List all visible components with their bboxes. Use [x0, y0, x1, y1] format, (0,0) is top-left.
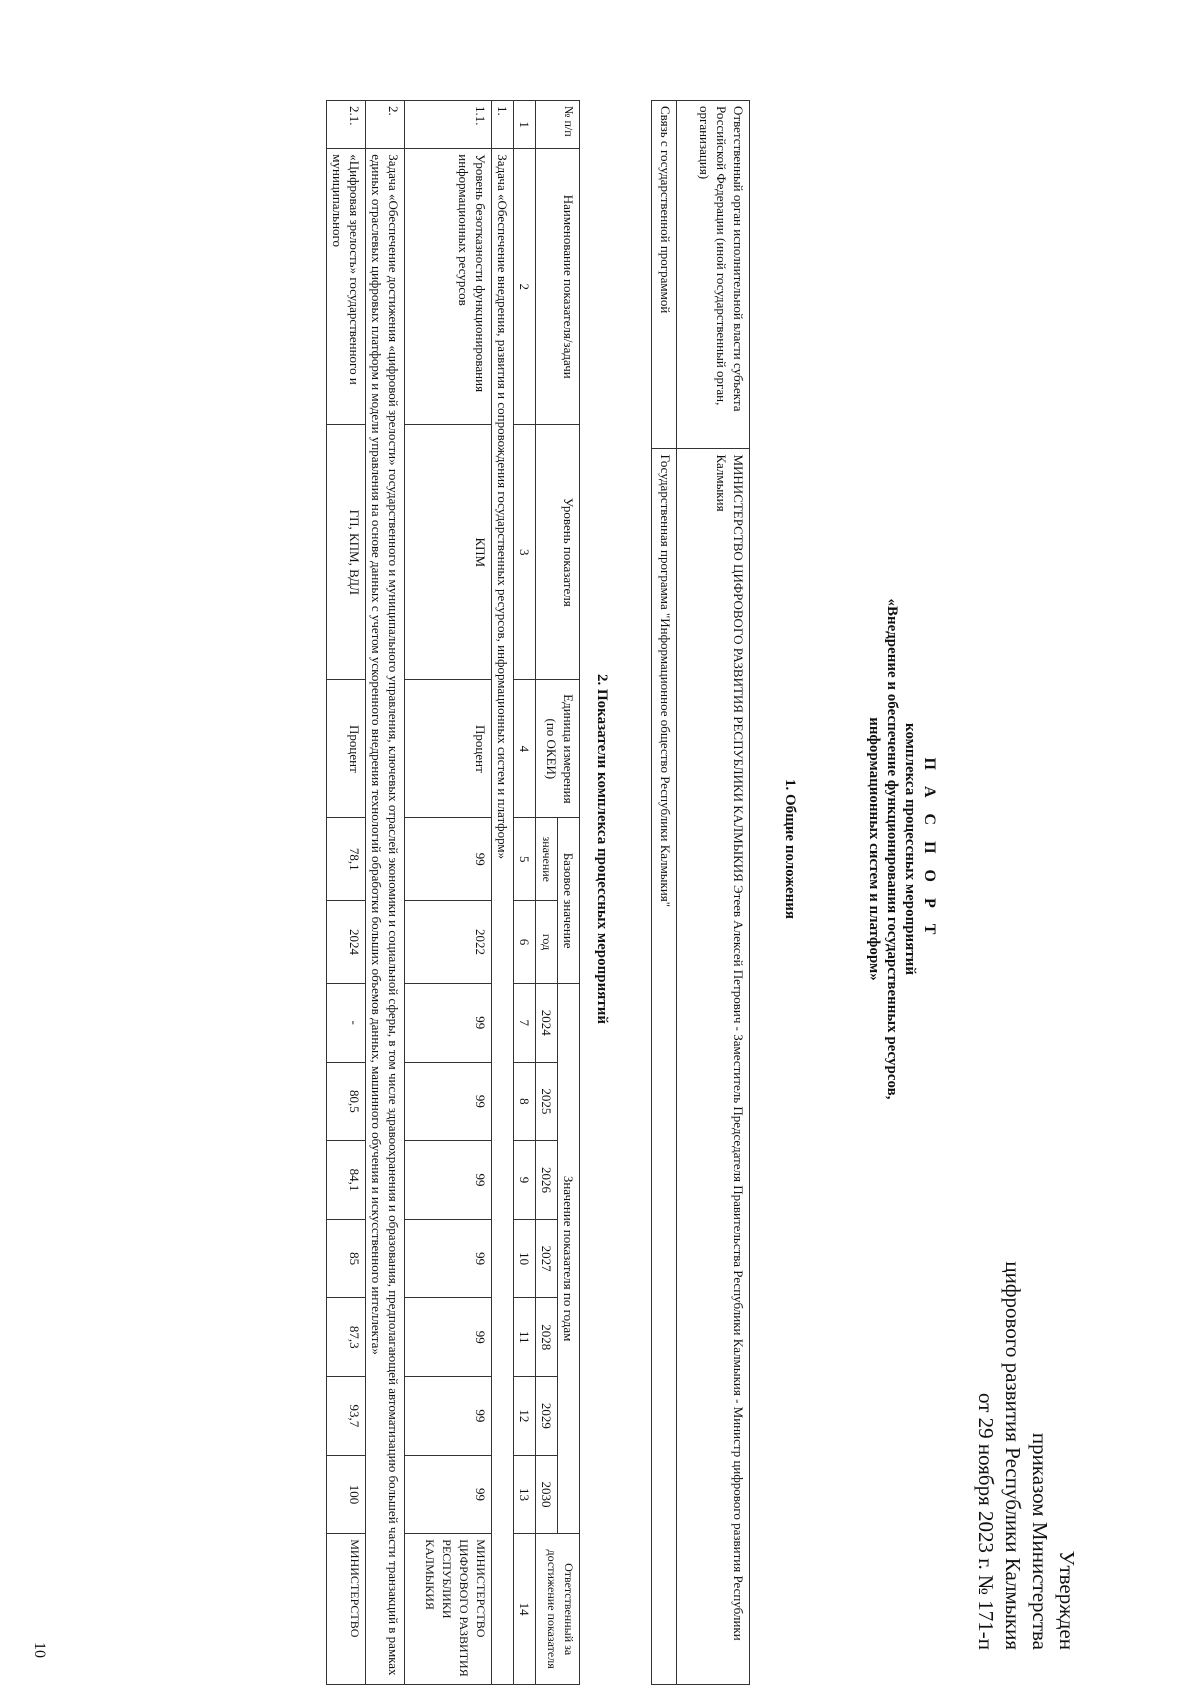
header-years-group: Значение показателя по годам: [558, 983, 580, 1533]
column-number: 7: [514, 983, 536, 1062]
row-responsible: МИНИСТЕРСТВО ЦИФРОВОГО РАЗВИТИЯ РЕСПУБЛИКИ КАЛМЫКИЯ: [405, 1534, 492, 1685]
task-text: Задача «Обеспечение внедрения, развития и сопровождения государственных ресурсов, информационных систем и платформ»: [492, 149, 514, 1685]
page-number: 10: [31, 1642, 48, 1658]
table-row: [677, 101, 750, 1685]
column-number: 3: [514, 425, 536, 680]
indicators-table: [326, 100, 580, 1685]
header-year: 2027: [536, 1219, 558, 1298]
approval-line: приказом Министерства: [1028, 1432, 1052, 1650]
header-year: 2025: [536, 1062, 558, 1141]
row-value: 99: [405, 1298, 492, 1377]
row-value: 99: [405, 1062, 492, 1141]
row-level: ГП, КПМ, ВДЛ: [327, 425, 366, 680]
row-level: КПМ: [405, 425, 492, 680]
header-year: 2024: [536, 983, 558, 1062]
header-num: № п/п: [536, 101, 580, 149]
column-number: 13: [514, 1455, 536, 1534]
row-value: 99: [405, 983, 492, 1062]
task-num: 1.: [492, 101, 514, 149]
row-value: 93,7: [327, 1377, 366, 1456]
column-number: 4: [514, 680, 536, 818]
row-base-year: 2022: [405, 901, 492, 984]
table-header-row: [558, 101, 580, 1685]
passport-title: П А С П О Р Т: [921, 757, 938, 941]
row-value: 99: [405, 1455, 492, 1534]
row-value: -: [327, 983, 366, 1062]
row-base-value: 78,1: [327, 818, 366, 901]
header-name: Наименование показателя/задачи: [536, 149, 580, 425]
row-responsible: МИНИСТЕРСТВО: [327, 1534, 366, 1685]
column-number: 12: [514, 1377, 536, 1456]
column-number: 5: [514, 818, 536, 901]
column-number: 14: [514, 1534, 536, 1685]
header-year: 2030: [536, 1455, 558, 1534]
row-value: 85: [327, 1219, 366, 1298]
row-value: 84,1: [327, 1141, 366, 1220]
header-unit: Единица измерения (по ОКЕИ): [536, 680, 580, 818]
row-num: 2.1.: [327, 101, 366, 149]
table-row: [327, 101, 366, 1685]
column-number-row: [514, 101, 536, 1685]
row-unit: Процент: [327, 680, 366, 818]
passport-program-name: «Внедрение и обеспечение функционирования государственных ресурсов,: [884, 598, 900, 1100]
table-cell: Связь с государственной программой: [652, 101, 677, 449]
row-value: 100: [327, 1455, 366, 1534]
row-name: «Цифровая зрелость» государственного и муниципального: [327, 149, 366, 425]
header-year: 2029: [536, 1377, 558, 1456]
column-number: 10: [514, 1219, 536, 1298]
header-base-value: значение: [536, 818, 558, 901]
section1-heading: 1. Общие положения: [782, 778, 798, 920]
header-responsible: Ответственный за достижение показателя: [536, 1534, 580, 1685]
row-value: 99: [405, 1219, 492, 1298]
header-level: Уровень показателя: [536, 425, 580, 680]
approval-line: цифрового развития Республики Калмыкия: [1001, 1261, 1025, 1650]
task-num: 2.: [366, 101, 405, 149]
row-name: Уровень безотказности функционирования информационных ресурсов: [405, 149, 492, 425]
row-num: 1.1.: [405, 101, 492, 149]
table-row: [405, 101, 492, 1685]
row-value: 87,3: [327, 1298, 366, 1377]
row-value: 99: [405, 1377, 492, 1456]
general-provisions-table: [651, 100, 750, 1685]
passport-subtitle: комплекса процессных мероприятий: [902, 723, 918, 975]
column-number: 2: [514, 149, 536, 425]
passport-program-name-cont: информационных систем и платформ»: [866, 717, 882, 981]
header-year: 2028: [536, 1298, 558, 1377]
task-text: Задача «Обеспечение достижения «цифровой зрелости» государственного и муниципального управления, ключевых отраслей экономики и социальной сферы, в том числе здравоохранения и образования, предполагающей автоматизацию большей части транзакций в рамках единых отраслевых цифровых платформ и модели управления на основе данных с учетом ускоренного внедрения технологий обработки больших объемов данных, машинного обучения и искусственного интеллекта»: [366, 149, 405, 1685]
row-value: 99: [405, 1141, 492, 1220]
header-year: 2026: [536, 1141, 558, 1220]
column-number: 6: [514, 901, 536, 984]
table-cell: Ответственный орган исполнительной власти субъекта Российской Федерации (иной государственный орган, организация): [677, 101, 750, 449]
task-row: [366, 101, 405, 1685]
row-unit: Процент: [405, 680, 492, 818]
row-base-value: 99: [405, 818, 492, 901]
header-base-year: год: [536, 901, 558, 984]
row-value: 80,5: [327, 1062, 366, 1141]
task-row: [492, 101, 514, 1685]
row-base-year: 2024: [327, 901, 366, 984]
approval-line: Утвержден: [1055, 1550, 1079, 1650]
column-number: 11: [514, 1298, 536, 1377]
column-number: 1: [514, 101, 536, 149]
column-number: 8: [514, 1062, 536, 1141]
table-cell: Государственная программа "Информационное общество Республики Калмыкия": [652, 449, 677, 1685]
table-cell: МИНИСТЕРСТВО ЦИФРОВОГО РАЗВИТИЯ РЕСПУБЛИКИ КАЛМЫКИЯ Этеев Алексей Петрович - Заместитель Председателя Правительства Республики Калмыкия - Министр цифрового развития Республики Калмыкия: [677, 449, 750, 1685]
section2-heading: 2. Показатели комплекса процессных мероприятий: [594, 673, 610, 1024]
table-row: [652, 101, 677, 1685]
approval-line: от 29 ноября 2023 г. № 171-п: [974, 1392, 998, 1650]
column-number: 9: [514, 1141, 536, 1220]
approval-stamp: [972, 1261, 1080, 1650]
header-base: Базовое значение: [558, 818, 580, 984]
